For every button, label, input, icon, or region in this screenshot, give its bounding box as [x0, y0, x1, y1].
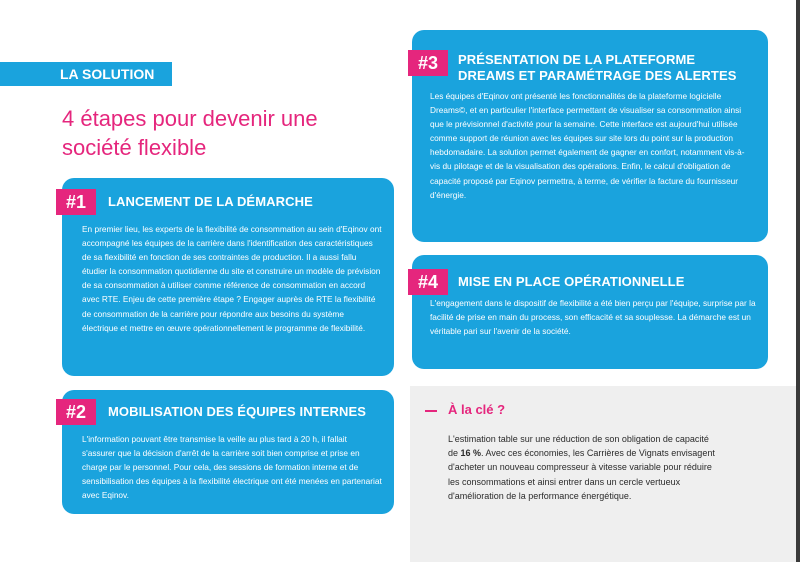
step-title: LANCEMENT DE LA DÉMARCHE — [108, 194, 313, 209]
key-title: À la clé ? — [448, 402, 506, 417]
step-body: Les équipes d'Eqinov ont présenté les fonctionnalités de la plateforme logicielle Dreams©, et en particulier l'interface permettant de visualiser sa consommation ainsi que le prévisionnel d'activité pour la semaine. Cette interface est aujourd'hui utilisée comme support de réunion avec les équipes sur site lors du point sur la production hebdomadaire. La solution permet également de gagner en confort, notamment vis-à-vis du pilotage et de la visualisation des opérations. Enfin, le calcul d'obligation de capacité proposé par Eqinov permettra, à terme, de vérifier la facture du fournisseur d'énergie. — [430, 91, 745, 200]
step-title: MOBILISATION DES ÉQUIPES INTERNES — [108, 404, 367, 419]
key-body-start: L'estimation table sur une réduction de son obligation de capacité de — [448, 434, 709, 459]
step-number-badge: #1 — [56, 189, 96, 215]
section-label: LA SOLUTION — [0, 62, 172, 86]
step-number-badge: #2 — [56, 399, 96, 425]
key-title-dash — [425, 410, 437, 412]
step-number-badge: #3 — [408, 50, 448, 76]
key-highlight-value: 16 % — [460, 448, 482, 459]
step-number-badge: #4 — [408, 269, 448, 295]
step-card-4 — [412, 255, 768, 369]
key-body-end: . Avec ces économies, les Carrières de Vignats envisagent d'acheter un nouveau compresseur à vitesse variable pour réduire les consommations et ainsi entrer dans un cercle vertueux d'amélioration de la performance énergétique. — [448, 448, 715, 501]
step-card-1 — [62, 178, 394, 376]
step-title: MISE EN PLACE OPÉRATIONNELLE — [458, 274, 685, 289]
page-headline: 4 étapes pour devenir une société flexible — [62, 106, 318, 160]
step-body: En premier lieu, les experts de la flexibilité de consommation au sein d'Eqinov ont accompagné les équipes de la carrière dans l'identification des caractéristiques de sa flexibilité en fonction de ses contraintes de production. Il a aussi fallu étudier la consommation quotidienne du site et construire un modèle de prévision de sa consommation à utiliser comme référence de consommation en accord avec RTE. Enjeu de cette première étape ? Engager auprès de RTE la flexibilité de consommation de la carrière pour répondre aux besoins du système électrique et mettre en œuvre opérationnellement le programme de flexibilité. — [82, 224, 382, 333]
page-edge-shadow — [796, 0, 800, 562]
step-card-2 — [62, 390, 394, 514]
key-body — [448, 432, 718, 503]
step-body: L'information pouvant être transmise la veille au plus tard à 20 h, il fallait s'assurer que la décision d'arrêt de la carrière soit bien comprise et prise en charge par le personnel. Pour cela, des sessions de formation interne et de sensibilisation des équipes à la flexibilité électrique ont été menées en partenariat avec Eqinov. — [82, 434, 382, 501]
step-body: L'engagement dans le dispositif de flexibilité a été bien perçu par l'équipe, surprise par la facilité de prise en main du process, son efficacité et sa souplesse. La démarche est un véritable pari sur l'avenir de la société. — [430, 298, 756, 337]
step-card-3 — [412, 30, 768, 242]
step-title: PRÉSENTATION DE LA PLATEFORME DREAMS ET PARAMÉTRAGE DES ALERTES — [458, 52, 737, 83]
